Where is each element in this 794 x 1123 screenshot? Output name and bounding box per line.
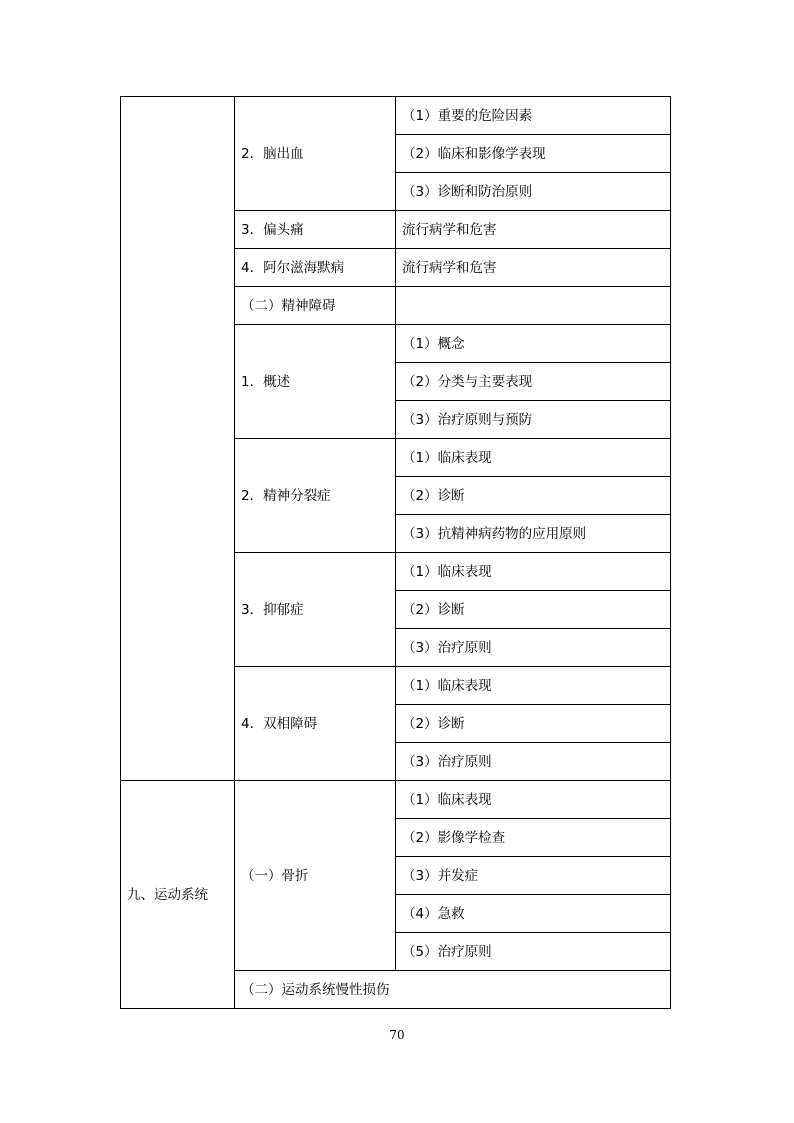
- topic-cerebral-hemorrhage: 2．脑出血: [235, 97, 396, 211]
- section-motor-system: 九、运动系统: [121, 781, 235, 1009]
- table-row: [121, 781, 671, 819]
- subitem: （1）概念: [396, 325, 671, 363]
- topic-alzheimer: 4．阿尔滋海默病: [235, 249, 396, 287]
- subitem: 流行病学和危害: [396, 211, 671, 249]
- subitem: （2）分类与主要表现: [396, 363, 671, 401]
- topic-schizophrenia: 2．精神分裂症: [235, 439, 396, 553]
- empty-cell: [396, 287, 671, 325]
- page-number: 70: [389, 1028, 405, 1042]
- subitem: （1）临床表现: [396, 439, 671, 477]
- subitem: （3）抗精神病药物的应用原则: [396, 515, 671, 553]
- topic-depression: 3．抑郁症: [235, 553, 396, 667]
- subitem: （5）治疗原则: [396, 933, 671, 971]
- subitem: （2）诊断: [396, 705, 671, 743]
- topic-bipolar: 4．双相障碍: [235, 667, 396, 781]
- subitem: （4）急救: [396, 895, 671, 933]
- subitem: （3）诊断和防治原则: [396, 173, 671, 211]
- subitem: （1）重要的危险因素: [396, 97, 671, 135]
- subitem: （3）治疗原则: [396, 629, 671, 667]
- topic-overview: 1．概述: [235, 325, 396, 439]
- subsection-mental-disorders: （二）精神障碍: [235, 287, 396, 325]
- subitem: （2）临床和影像学表现: [396, 135, 671, 173]
- section-cell-continued: [121, 97, 235, 781]
- syllabus-table: [120, 96, 671, 1009]
- subitem: （3）治疗原则与预防: [396, 401, 671, 439]
- topic-migraine: 3．偏头痛: [235, 211, 396, 249]
- subitem: （1）临床表现: [396, 667, 671, 705]
- subsection-chronic-injury: （二）运动系统慢性损伤: [235, 971, 671, 1009]
- subitem: （2）影像学检查: [396, 819, 671, 857]
- subitem: （1）临床表现: [396, 553, 671, 591]
- topic-fracture: （一）骨折: [235, 781, 396, 971]
- subitem: （3）治疗原则: [396, 743, 671, 781]
- subitem: （2）诊断: [396, 591, 671, 629]
- subitem: （1）临床表现: [396, 781, 671, 819]
- subitem: 流行病学和危害: [396, 249, 671, 287]
- subitem: （3）并发症: [396, 857, 671, 895]
- table-row: [121, 97, 671, 135]
- subitem: （2）诊断: [396, 477, 671, 515]
